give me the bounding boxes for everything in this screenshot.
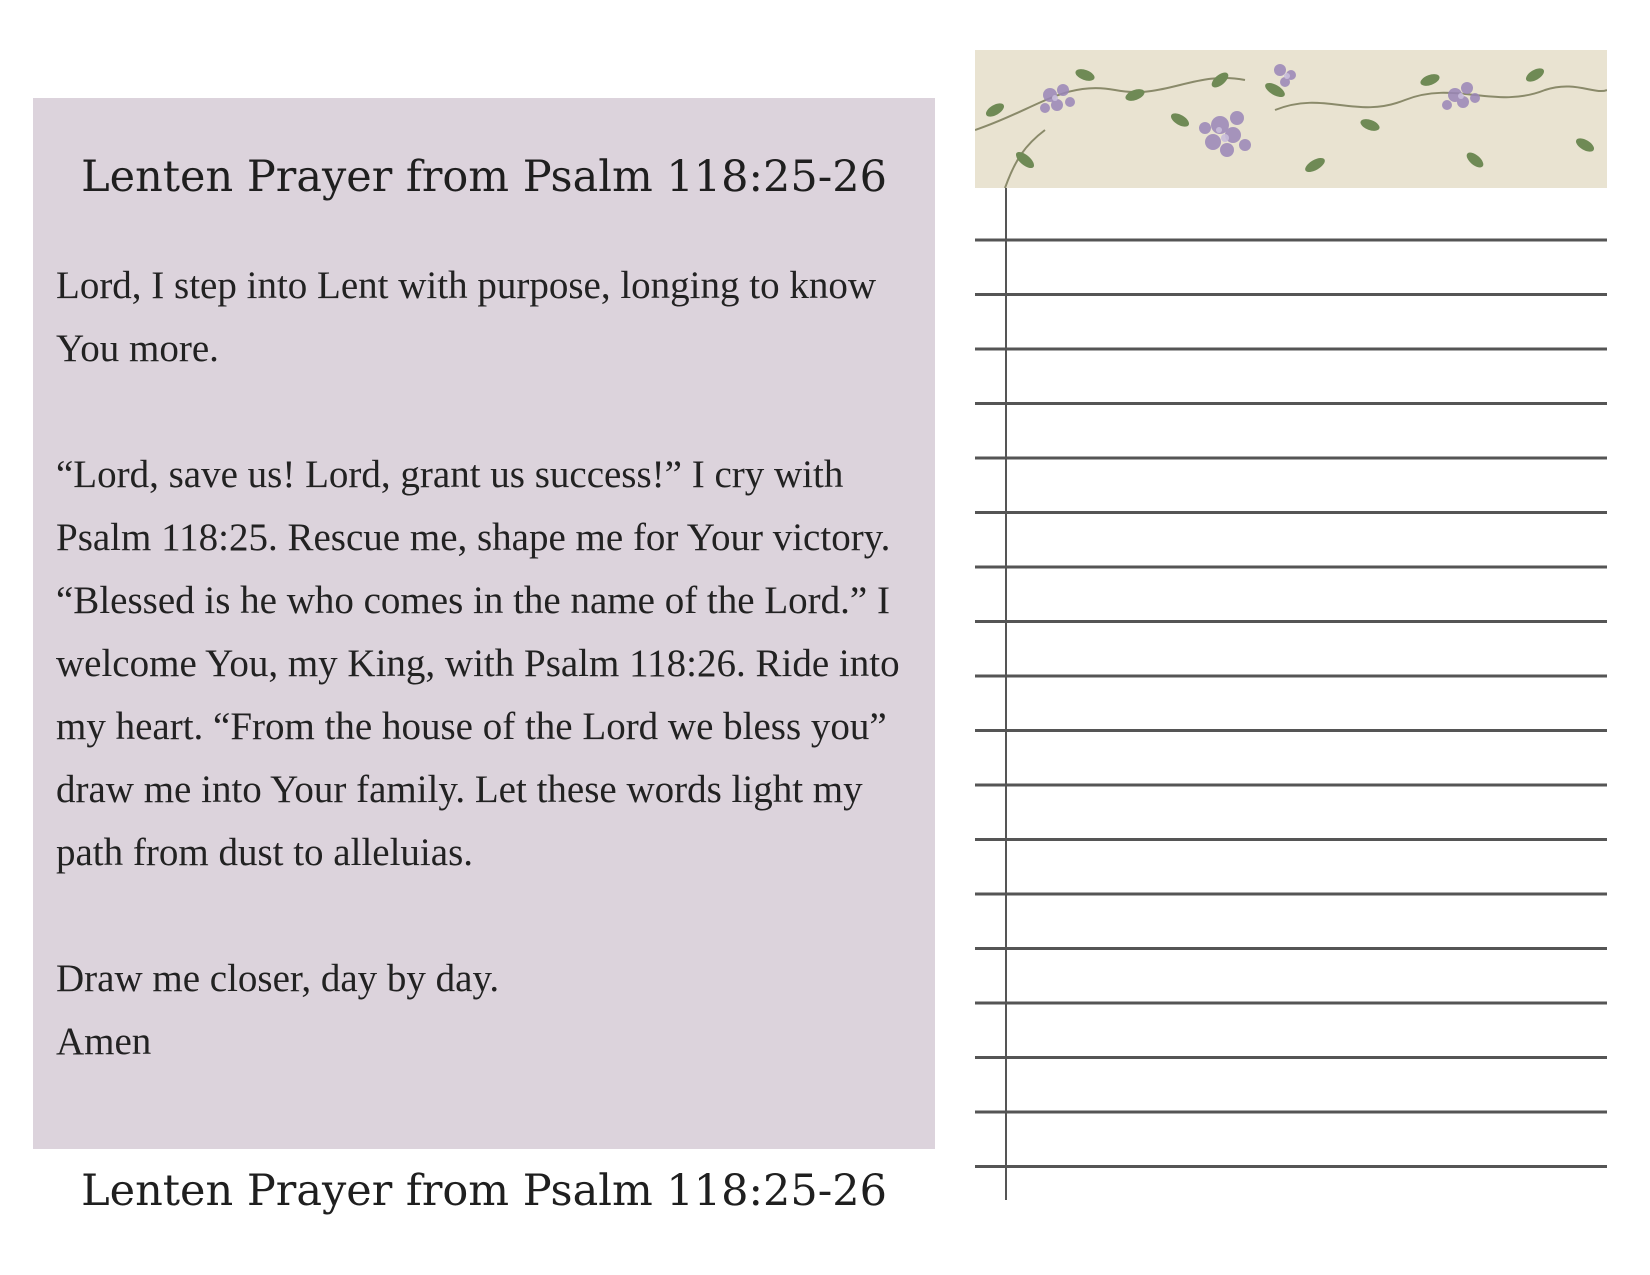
prayer-paragraph-opening: Lord, I step into Lent with purpose, longing to know You more. <box>56 264 876 370</box>
page-caption: Lenten Prayer from Psalm 118:25-26 <box>81 1166 887 1216</box>
prayer-paragraph-closing: Draw me closer, day by day. <box>56 957 500 1000</box>
prayer-paragraph-main: “Lord, save us! Lord, grant us success!” I cry with Psalm 118:25. Rescue me, shape me for Your victory. “Blessed is he who comes in the name of the Lord.” I welcome You, my King, with Psalm 118:26. Ride into my heart. “From the house of the Lord we bless you” draw me into Your family. Let these words light my path from dust to alleluias. <box>56 453 900 874</box>
prayer-title: Lenten Prayer from Psalm 118:25-26 <box>81 152 887 202</box>
ruled-lines <box>975 50 1607 1200</box>
prayer-amen: Amen <box>56 1020 152 1063</box>
prayer-body <box>56 254 926 1073</box>
notes-panel <box>975 50 1607 1200</box>
